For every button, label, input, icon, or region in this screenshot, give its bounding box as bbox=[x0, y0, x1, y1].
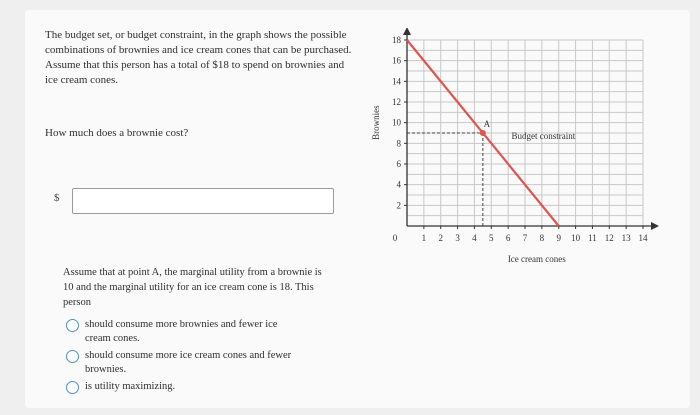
x-tick-label: 12 bbox=[604, 233, 614, 243]
answer-options bbox=[66, 318, 316, 397]
x-tick-label: 11 bbox=[588, 233, 597, 243]
x-tick-label: 5 bbox=[489, 233, 494, 243]
brownie-cost-input[interactable] bbox=[72, 188, 334, 214]
x-tick-label: 8 bbox=[539, 233, 545, 243]
x-tick-label: 9 bbox=[556, 233, 561, 243]
y-tick-label: 12 bbox=[392, 97, 401, 107]
x-axis-arrow bbox=[651, 222, 659, 230]
y-axis-arrow bbox=[403, 28, 411, 35]
y-tick-label: 4 bbox=[396, 179, 401, 190]
point-a-marker bbox=[480, 130, 486, 136]
x-axis-label: Ice cream cones bbox=[507, 254, 566, 264]
budget-constraint-label: Budget constraint bbox=[511, 131, 576, 142]
x-tick-label: 6 bbox=[505, 233, 511, 243]
option-label: should consume more ice cream cones and fewer brownies. bbox=[85, 350, 292, 375]
origin-label: 0 bbox=[392, 233, 398, 243]
x-tick-label: 14 bbox=[638, 233, 648, 243]
question-brownie-cost: How much does a brownie cost? bbox=[45, 127, 189, 139]
radio-button[interactable] bbox=[66, 350, 79, 363]
radio-button[interactable] bbox=[66, 381, 79, 394]
y-tick-label: 18 bbox=[392, 35, 401, 45]
point-a-label: A bbox=[483, 119, 491, 129]
y-tick-label: 8 bbox=[396, 138, 401, 149]
option-more-ice-cream[interactable] bbox=[66, 349, 316, 377]
option-label: is utility maximizing. bbox=[85, 381, 176, 392]
y-axis-label: Brownies bbox=[371, 105, 381, 140]
option-utility-maximizing[interactable] bbox=[66, 380, 316, 394]
budget-constraint-chart bbox=[360, 28, 680, 278]
x-tick-label: 13 bbox=[621, 233, 631, 243]
x-tick-label: 1 bbox=[421, 233, 427, 243]
option-label: should consume more brownies and fewer ice cream cones. bbox=[85, 319, 278, 344]
chart-axes bbox=[403, 28, 659, 230]
y-tick-label: 2 bbox=[396, 200, 401, 211]
intro-text: The budget set, or budget constraint, in the graph shows the possible combinations of brownies and ice cream cones that can be purchased. Assume that this person has a total of $18 to spend on brownies and ice cream cones. bbox=[45, 29, 352, 86]
dollar-sign: $ bbox=[54, 192, 60, 204]
question-marginal-utility: Assume that at point A, the marginal utility from a brownie is 10 and the marginal utility for an ice cream cone is 18. This person bbox=[63, 267, 322, 308]
radio-button[interactable] bbox=[66, 319, 79, 332]
x-tick-label: 7 bbox=[522, 233, 528, 243]
x-tick-label: 4 bbox=[472, 233, 477, 243]
option-more-brownies[interactable] bbox=[66, 318, 316, 346]
x-tick-label: 3 bbox=[455, 233, 460, 243]
y-tick-label: 14 bbox=[392, 76, 401, 87]
y-tick-label: 16 bbox=[392, 55, 401, 66]
y-tick-label: 6 bbox=[396, 159, 401, 169]
y-tick-label: 10 bbox=[392, 117, 401, 128]
x-tick-label: 10 bbox=[571, 233, 581, 243]
x-tick-label: 2 bbox=[438, 233, 443, 243]
